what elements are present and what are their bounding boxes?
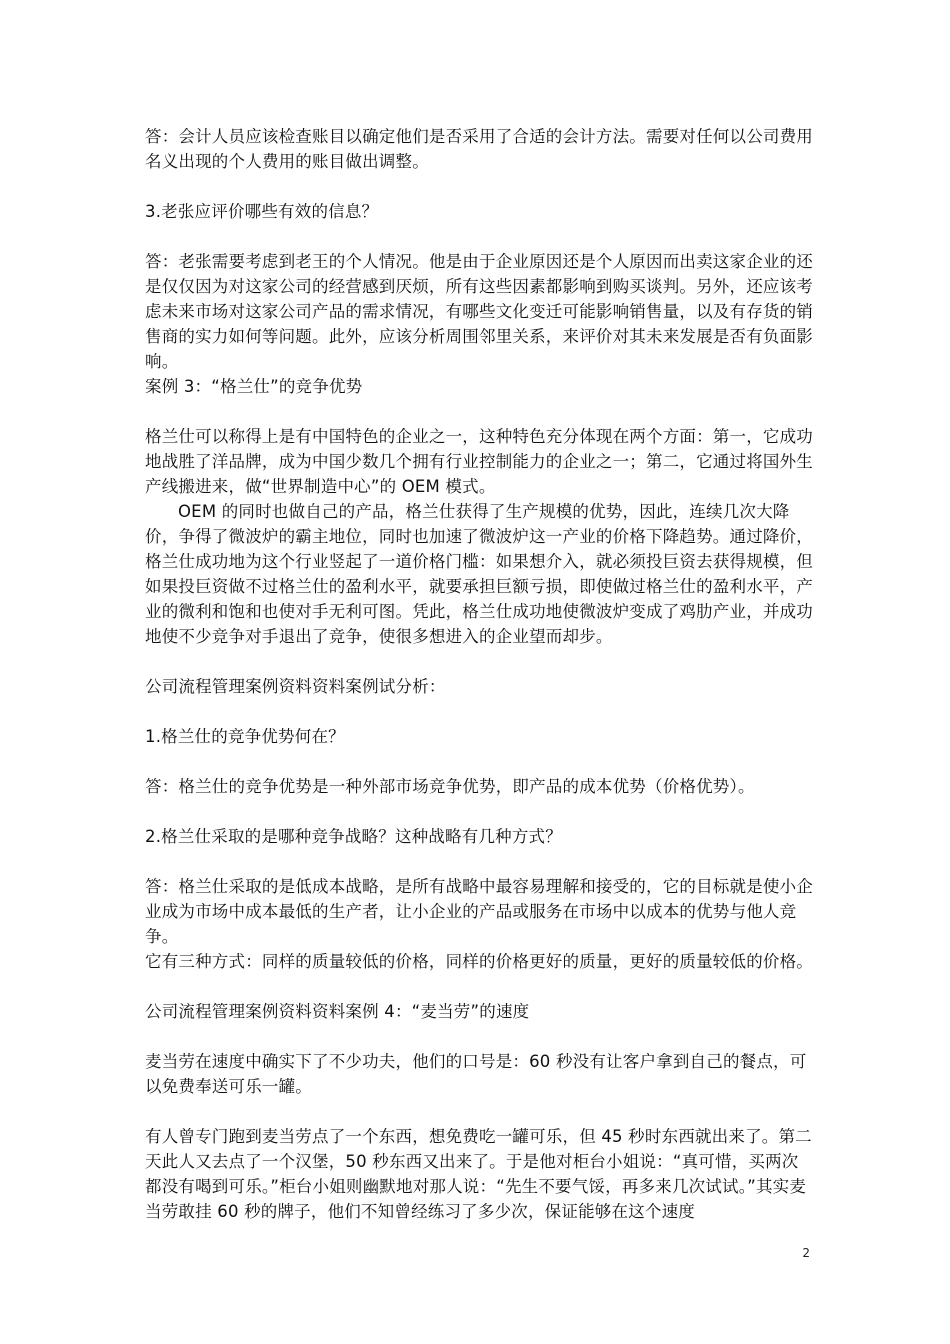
paragraph-gap [145,749,813,774]
question-2: 2.格兰仕采取的是哪种竞争战略？这种战略有几种方式？ [145,827,562,846]
paragraph-mcdonalds-slogan: 麦当劳在速度中确实下了不少功夫，他们的口号是：60 秒没有让客户拿到自己的餐点，可以免费奉送可乐一罐。 [145,1052,807,1096]
paragraph-gap [145,849,813,874]
paragraph-mcdonalds-story: 有人曾专门跑到麦当劳点了一个东西，想免费吃一罐可乐，但 45 秒时东西就出来了。第二天此人又去点了一个汉堡，50 秒东西又出来了。于是他对柜台小姐说：“真可惜，买两次都没有喝到可乐。”柜台小姐则幽默地对那人说：“先生不要气馁，再多来几次试试。”其实麦当劳敢挂 60 秒的牌子，他们不知曾经练习了多少次，保证能够在这个速度 [145,1127,812,1221]
case-4-heading: 公司流程管理案例资料资料案例 4：“麦当劳”的速度 [145,1002,530,1021]
paragraph-galanz-oem: OEM 的同时也做自己的产品，格兰仕获得了生产规模的优势，因此，连续几次大降价，争得了微波炉的霸主地位，同时也加速了微波炉这一产业的价格下降趋势。通过降价，格兰仕成功地为这个行业竖起了一道价格门槛：如果想介入，就必须投巨资去获得规模，但如果投巨资做不过格兰仕的盈利水平，就要承担巨额亏损，即使做过格兰仕的盈利水平，产业的微利和饱和也使对手无利可图。凭此，格兰仕成功地使微波炉变成了鸡肋产业，并成功地使不少竞争对手退出了竞争，使很多想进入的企业望而却步。 [145,502,813,646]
paragraph-gap [145,224,813,249]
document-body [145,124,813,1224]
paragraph-gap [145,399,813,424]
paragraph-gap [145,1024,813,1049]
paragraph-gap [145,699,813,724]
paragraph-galanz-intro: 格兰仕可以称得上是有中国特色的企业之一，这种特色充分体现在两个方面：第一，它成功地战胜了洋品牌，成为中国少数几个拥有行业控制能力的企业之一；第二，它通过将国外生产线搬进来，做“世界制造中心”的 OEM 模式。 [145,427,813,496]
page-number: 2 [802,1246,810,1260]
paragraph-answer-lao-zhang: 答：老张需要考虑到老王的个人情况。他是由于企业原因还是个人原因而出卖这家企业的还是仅仅因为对这家公司的经营感到厌烦，所有这些因素都影响到购买谈判。另外，还应该考虑未来市场对这家公司产品的需求情况，有哪些文化变迁可能影响销售量，以及有存货的销售商的实力如何等问题。此外，应该分析周围邻里关系，来评价对其未来发展是否有负面影响。 [145,252,813,371]
paragraph-gap [145,1099,813,1124]
paragraph-gap [145,649,813,674]
paragraph-answer-accounting: 答：会计人员应该检查账目以确定他们是否采用了合适的会计方法。需要对任何以公司费用名义出现的个人费用的账目做出调整。 [145,127,813,171]
paragraph-gap [145,799,813,824]
paragraph-gap [145,974,813,999]
paragraph-three-ways: 它有三种方式：同样的质量较低的价格，同样的价格更好的质量，更好的质量较低的价格。 [145,952,813,971]
paragraph-answer-advantage: 答：格兰仕的竞争优势是一种外部市场竞争优势，即产品的成本优势（价格优势）。 [145,777,755,796]
paragraph-gap [145,174,813,199]
question-1: 1.格兰仕的竞争优势何在？ [145,727,345,746]
case-3-heading: 案例 3：“格兰仕”的竞争优势 [145,377,363,396]
paragraph-answer-strategy: 答：格兰仕采取的是低成本战略，是所有战略中最容易理解和接受的，它的目标就是使小企业成为市场中成本最低的生产者，让小企业的产品或服务在市场中以成本的优势与他人竞争。 [145,877,813,946]
question-3: 3.老张应评价哪些有效的信息？ [145,202,379,221]
case-analysis-heading: 公司流程管理案例资料资料案例试分析： [145,677,446,696]
